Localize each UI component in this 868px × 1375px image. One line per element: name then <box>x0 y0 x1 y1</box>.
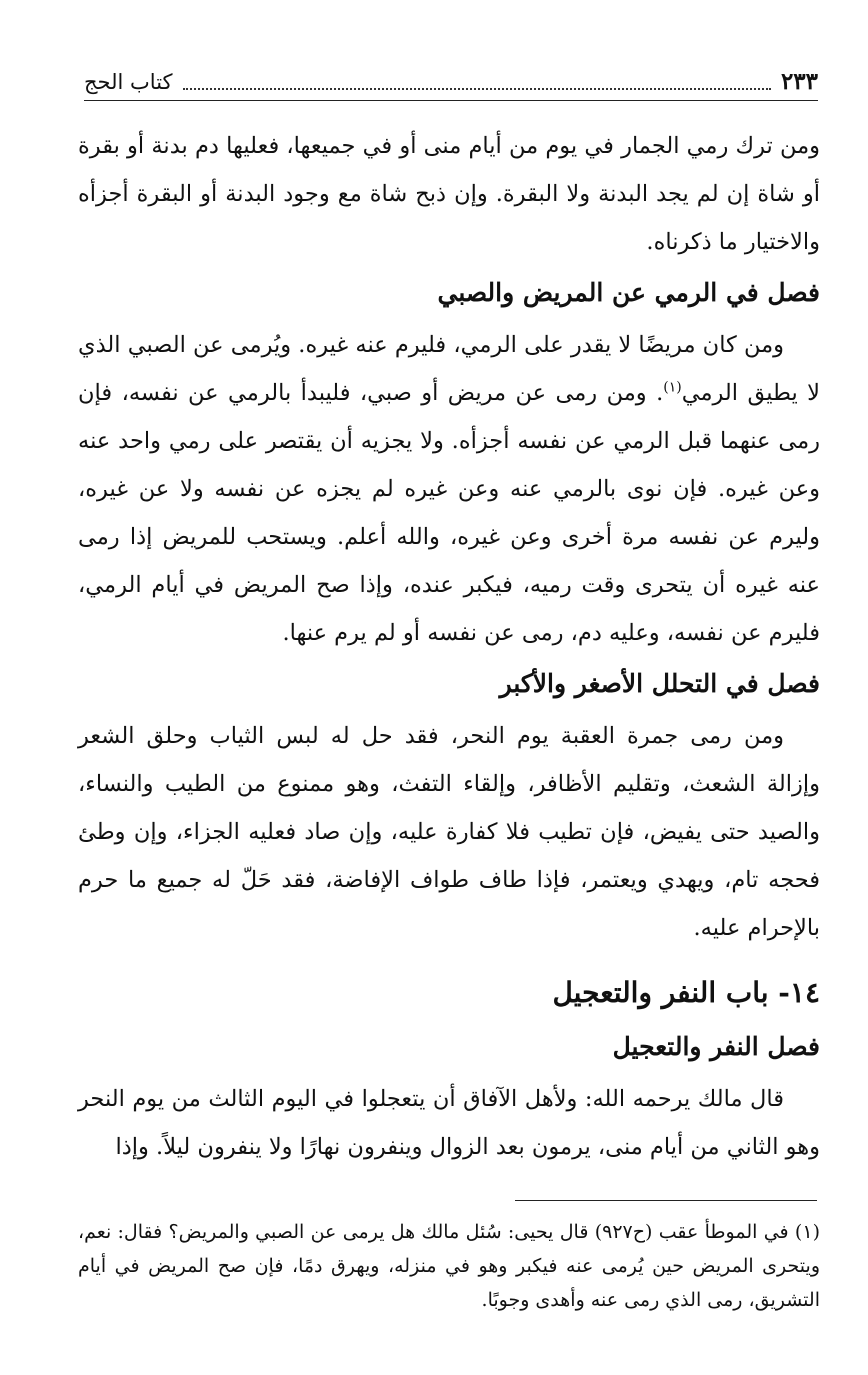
paragraph-missed-stoning: ومن ترك رمي الجمار في يوم من أيام منى أو في جميعها، فعليها دم بدنة أو بقرة أو شاة إن لم يجد البدنة ولا البقرة. وإن ذبح شاة مع وجود البدنة أو البقرة أجزأه والاختيار ما ذكرناه. <box>78 133 820 255</box>
footnote: (١) في الموطأ عقب (ح٩٢٧) قال يحيى: سُئل مالك هل يرمى عن الصبي والمريض؟ فقال: نعم، ويتحرى المريض حين يُرمى عنه فيكبر وهو في منزله، ويهرق دمًا، فإن صح المريض في أيام التشريق، رمى الذي رمى عنه وأهدى وجوبًا. <box>78 1221 820 1311</box>
running-header <box>84 62 818 96</box>
footnote-rule <box>515 1200 817 1201</box>
paragraph-tahallul: ومن رمى جمرة العقبة يوم النحر، فقد حل له لبس الثياب وحلق الشعر وإزالة الشعث، وتقليم الأظافر، وإلقاء التفث، وهو ممنوع من الطيب والنساء، والصيد حتى يفيض، فإن تطيب فلا كفارة عليه، وإن صاد فعليه الجزاء، وإن وطئ فحجه تام، ويهدي ويعتمر، فإذا طاف طواف الإفاضة، فقد حَلّ له جميع ما حرم بالإحرام عليه. <box>78 723 820 941</box>
section-heading-nafr: فصل النفر والتعجيل <box>612 1032 820 1061</box>
chapter-title: ١٤- باب النفر والتعجيل <box>552 976 820 1009</box>
page-number: ٢٣٣ <box>780 68 818 95</box>
paragraph-part-b: . ومن رمى عن مريض أو صبي، فليبدأ بالرمي عن نفسه، فإن رمى عنهما قبل الرمي عن نفسه أجزأه. ولا يجزيه أن يقتصر على رمي واحد عنه وعن غيره. فإن نوى بالرمي عنه وعن غيره لم يجزه عن نفسه ولا عن غيره، وليرم عن نفسه مرة أخرى وعن غيره، والله أعلم. ويستحب للمريض إذا رمى عنه غيره أن يتحرى وقت رميه، فيكبر عنده، وإذا صح المريض في أيام الرمي، فليرم عن نفسه، وعليه دم، رمى عن نفسه أو لم يرم عنها. <box>78 380 820 646</box>
paragraph-sick-child <box>78 321 820 657</box>
header-rule <box>84 100 818 101</box>
section-heading-tahallul: فصل في التحلل الأصغر والأكبر <box>499 669 820 698</box>
dotted-leader <box>183 87 771 90</box>
footnote-ref[interactable]: (١) <box>663 379 682 396</box>
paragraph-part-a: ومن كان مريضًا لا يقدر على الرمي، فليرم عنه غيره. ويُرمى عن الصبي الذي لا يطيق الرمي <box>78 332 820 406</box>
book-title: كتاب الحج <box>84 70 173 94</box>
paragraph-nafr: قال مالك يرحمه الله: ولأهل الآفاق أن يتعجلوا في اليوم الثالث من يوم النحر وهو الثاني من أيام منى، يرمون بعد الزوال وينفرون نهارًا ولا ينفرون ليلاً. وإذا <box>78 1086 820 1160</box>
section-heading-sick-child: فصل في الرمي عن المريض والصبي <box>437 278 820 307</box>
main-text <box>78 122 820 1171</box>
